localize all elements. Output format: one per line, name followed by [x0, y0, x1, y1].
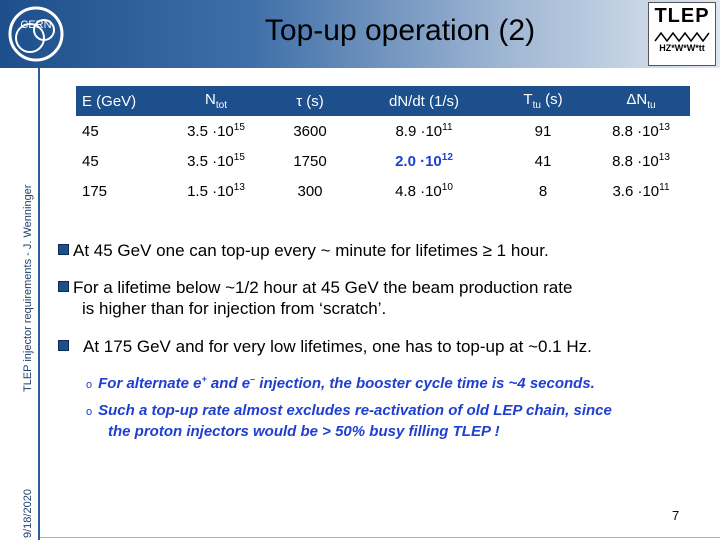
cell-rate-highlighted: $2.0 \cdot 10^{12}$ [395, 152, 453, 170]
cell-dntu: $8.8 \cdot 10^{13}$ [612, 152, 670, 170]
circle-bullet-icon: o [86, 379, 93, 391]
table-row [76, 146, 690, 176]
cell-rate: $4.8 \cdot 10^{10}$ [395, 182, 453, 200]
cell-dntu: $8.8 \cdot 10^{13}$ [612, 122, 670, 140]
cell-ntot: $1.5 \cdot 10^{13}$ [187, 182, 245, 200]
circle-bullet-icon: o [86, 406, 93, 418]
tlep-logo-sub: HZ*W*W*tt [659, 43, 705, 53]
cell-lifetime: 3600 [293, 122, 327, 140]
cell-energy: 175 [82, 182, 108, 200]
bullet-item-2: For a lifetime below ~1/2 hour at 45 GeV the beam production rate is higher than for injection from ‘scratch’. [58, 277, 708, 319]
cell-dntu: $3.6 \cdot 10^{11}$ [612, 182, 670, 200]
cern-logo-text: CERN [20, 19, 52, 31]
header-ttu: $T_{tu}$ (s) [494, 86, 592, 116]
cell-ttu: 8 [538, 182, 548, 200]
header-rate: dN/dt (1/s) [354, 86, 494, 116]
cern-logo [4, 4, 68, 64]
tlep-ring-icon [653, 29, 711, 43]
sub-bullet-2: o Such a top-up rate almost excludes re-activation of old LEP chain, since the proton injectors would be > 50% busy filling TLEP ! [86, 402, 612, 440]
cell-ntot: $3.5 \cdot 10^{15}$ [187, 122, 245, 140]
table-row [76, 116, 690, 146]
header-dntu: $\Delta N_{tu}$ [592, 86, 690, 116]
cell-energy: 45 [82, 122, 99, 140]
bullet-square-icon [58, 244, 69, 255]
cell-ttu: 41 [534, 152, 552, 170]
cell-ntot: $3.5 \cdot 10^{15}$ [187, 152, 245, 170]
bullet-item-3: At 175 GeV and for very low lifetimes, one has to top-up at ~0.1 Hz. [58, 336, 708, 357]
left-divider [38, 68, 40, 540]
cell-lifetime: 1750 [293, 152, 327, 170]
cell-lifetime: 300 [297, 182, 323, 200]
tlep-logo-text: TLEP [654, 5, 710, 27]
header-lifetime: τ (s) [266, 86, 354, 116]
header-ntot: $N_{tot}$ [166, 86, 266, 116]
footer-author: TLEP injector requirements - J. Wenninger [22, 184, 34, 392]
header-energy: E (GeV) [76, 86, 166, 116]
table-header-row [76, 86, 690, 116]
footer-date: 9/18/2020 [22, 489, 34, 538]
page-title: Top-up operation (2) [264, 14, 536, 47]
tlep-logo [648, 2, 716, 66]
bullet-square-icon [58, 340, 69, 351]
sub-bullet-1: o For alternate e+ and e– injection, the booster cycle time is ~4 seconds. [86, 374, 595, 392]
bullet-square-icon [58, 281, 69, 292]
cell-rate: $8.9 \cdot 10^{11}$ [395, 122, 453, 140]
footer-divider [40, 537, 720, 538]
cell-ttu: 91 [534, 122, 552, 140]
parameter-table [76, 86, 690, 206]
bullet-item-1: At 45 GeV one can top-up every ~ minute for lifetimes ≥ 1 hour. [58, 240, 708, 261]
page-number: 7 [672, 508, 680, 523]
cell-energy: 45 [82, 152, 99, 170]
table-row [76, 176, 690, 206]
